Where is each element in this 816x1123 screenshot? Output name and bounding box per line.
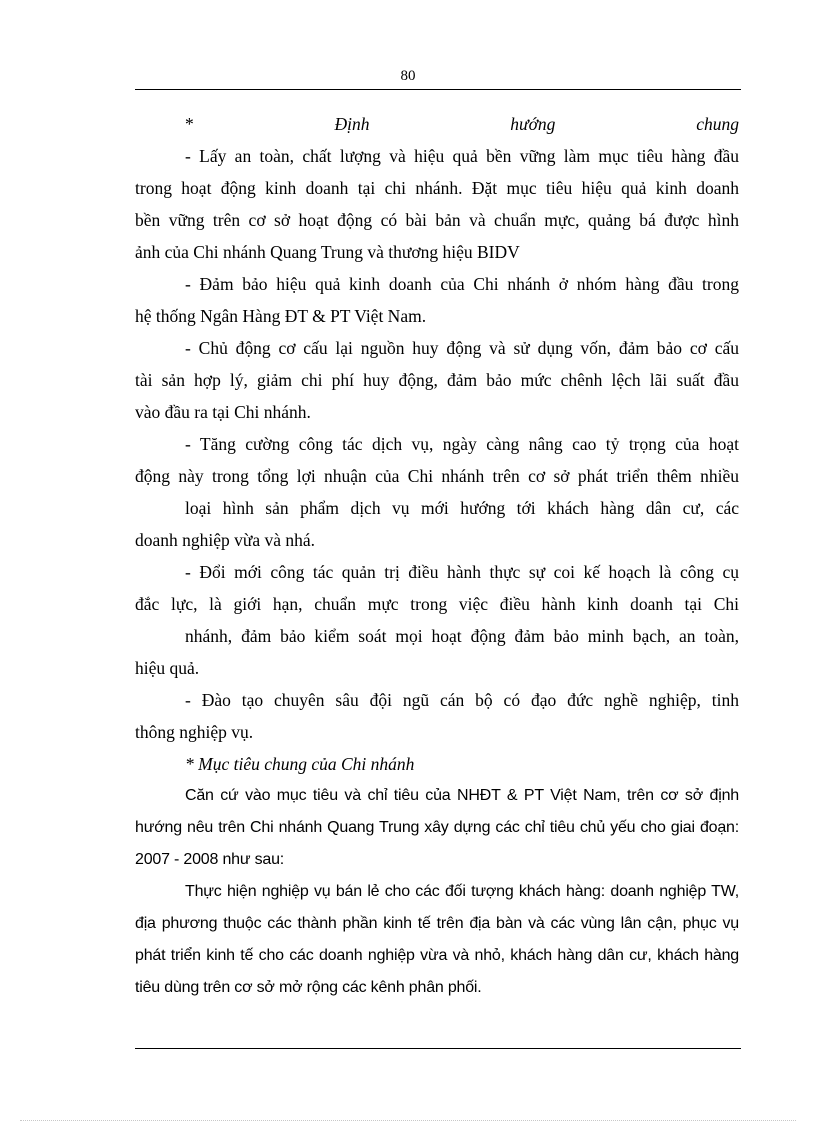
text-line: phát triển kinh tế cho các doanh nghiệp vừa và nhỏ, khách hàng dân cư, khách hàng xyxy=(135,947,739,964)
text-line: bền vững trên cơ sở hoạt động có bài bản và chuẩn mực, quảng bá được hình xyxy=(135,210,739,230)
heading-word: Định xyxy=(334,114,370,134)
heading-star: * xyxy=(185,114,194,134)
text-line: trong hoạt động kinh doanh tại chi nhánh. Đặt mục tiêu hiệu quả kinh doanh xyxy=(135,178,739,198)
text-line: ảnh của Chi nhánh Quang Trung và thương hiệu BIDV xyxy=(135,242,520,262)
text-line: tài sản hợp lý, giảm chi phí huy động, đảm bảo mức chênh lệch lãi suất đầu xyxy=(135,370,739,390)
text-line: hiệu quả. xyxy=(135,658,200,678)
text-line: hệ thống Ngân Hàng ĐT & PT Việt Nam. xyxy=(135,306,427,326)
text-line: doanh nghiệp vừa và nhá. xyxy=(135,530,316,550)
text-line: - Đổi mới công tác quản trị điều hành thực sự coi kế hoạch là công cụ xyxy=(185,562,739,582)
text-line: - Chủ động cơ cấu lại nguồn huy động và sử dụng vốn, đảm bảo cơ cấu xyxy=(185,338,739,358)
text-line: nhánh, đảm bảo kiểm soát mọi hoạt động đảm bảo minh bạch, an toàn, xyxy=(185,626,739,646)
text-line: - Đào tạo chuyên sâu đội ngũ cán bộ có đạo đức nghề nghiệp, tinh xyxy=(185,690,739,710)
text-line: đắc lực, là giới hạn, chuẩn mực trong việc điều hành kinh doanh tại Chi xyxy=(135,594,739,614)
header-rule xyxy=(135,89,741,90)
text-line: thông nghiệp vụ. xyxy=(135,722,254,742)
page-number: 80 xyxy=(400,68,416,84)
text-line: Thực hiện nghiệp vụ bán lẻ cho các đối tượng khách hàng: doanh nghiệp TW, xyxy=(185,883,739,900)
document-body xyxy=(135,108,739,1004)
text-line: tiêu dùng trên cơ sở mở rộng các kênh phân phối. xyxy=(135,979,482,996)
section-heading-general-direction xyxy=(135,108,739,140)
text-line: địa phương thuộc các thành phần kinh tế trên địa bàn và các vùng lân cận, phục vụ xyxy=(135,915,739,932)
heading-word: hướng xyxy=(510,114,556,134)
text-line: Căn cứ vào mục tiêu và chỉ tiêu của NHĐT & PT Việt Nam, trên cơ sở định xyxy=(185,787,739,804)
text-line: 2007 - 2008 như sau: xyxy=(135,851,285,868)
text-line: - Tăng cường công tác dịch vụ, ngày càng nâng cao tỷ trọng của hoạt xyxy=(185,434,739,454)
text-line: vào đầu ra tại Chi nhánh. xyxy=(135,402,311,422)
text-line: - Lấy an toàn, chất lượng và hiệu quả bền vững làm mục tiêu hàng đầu xyxy=(185,146,739,166)
text-line: loại hình sản phẩm dịch vụ mới hướng tới khách hàng dân cư, các xyxy=(185,498,739,518)
text-line: động này trong tổng lợi nhuận của Chi nhánh trên cơ sở phát triển thêm nhiều xyxy=(135,466,739,486)
text-line: - Đảm bảo hiệu quả kinh doanh của Chi nhánh ở nhóm hàng đầu trong xyxy=(185,274,739,294)
subheading-general-objectives: * Mục tiêu chung của Chi nhánh xyxy=(185,754,415,774)
footer-rule xyxy=(135,1048,741,1049)
text-line: hướng nêu trên Chi nhánh Quang Trung xây dựng các chỉ tiêu chủ yếu cho giai đoạn: xyxy=(135,819,739,836)
heading-word: chung xyxy=(696,114,739,134)
page-edge-dots xyxy=(20,1120,796,1121)
